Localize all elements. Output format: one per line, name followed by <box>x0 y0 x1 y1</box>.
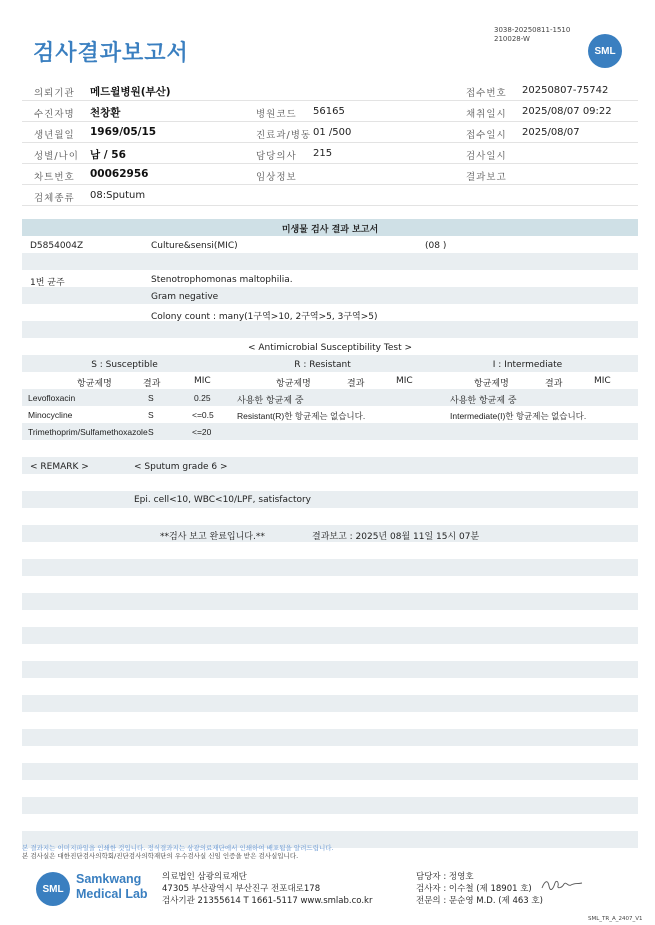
name-label: 수진자명 <box>34 109 75 120</box>
hospital-value: 메드윌병원(부산) <box>90 86 171 98</box>
dept-label: 진료과/병동 <box>256 130 312 141</box>
page-title: 검사결과보고서 <box>33 41 189 66</box>
staff-specialist: 전문의 : 문순영 M.D. (제 463 호) <box>416 896 543 906</box>
col-drug-s: 항균제명 <box>77 379 112 389</box>
organism-name: Stenotrophomonas maltophilia. <box>151 275 293 285</box>
info-row-5 <box>22 164 638 185</box>
info-row-1 <box>22 80 638 101</box>
staff-examiner: 검사자 : 이수철 (제 18901 호) <box>416 884 532 894</box>
specimen-value: 08:Sputum <box>90 190 146 201</box>
ast-title: < Antimicrobial Susceptibility Test > <box>248 343 412 353</box>
band <box>22 763 638 780</box>
test-code-secondary: (08 ) <box>425 241 447 251</box>
remark-detail: Epi. cell<10, WBC<10/LPF, satisfactory <box>134 495 312 505</box>
brand-line-1: Samkwang <box>76 872 142 886</box>
intermediate-note-1: 사용한 항균제 중 <box>450 396 517 406</box>
receipt-no-label: 접수번호 <box>466 88 507 99</box>
report-complete-message: **검사 보고 완료입니다.** <box>160 532 265 542</box>
col-result-s: 결과 <box>143 379 161 389</box>
drug-mic: 0.25 <box>194 393 211 403</box>
info-row-6 <box>22 185 638 206</box>
hospital-code-value: 56165 <box>313 106 345 117</box>
section-title: 미생물 검사 결과 보고서 <box>281 225 379 235</box>
test-code: D5854004Z <box>30 241 84 251</box>
band <box>22 627 638 644</box>
document-id <box>494 26 570 44</box>
footer-sml-logo: SML <box>36 872 70 906</box>
band <box>22 559 638 576</box>
drug-result: S <box>148 410 154 420</box>
report-label: 결과보고 <box>466 172 507 183</box>
info-row-2 <box>22 101 638 122</box>
col-drug-i: 항균제명 <box>474 379 509 389</box>
chart-label: 차트번호 <box>34 172 75 183</box>
specimen-label: 검체종류 <box>34 193 75 204</box>
test-name: Culture&sensi(MIC) <box>151 241 238 251</box>
sml-logo: SML <box>588 34 622 68</box>
col-mic-i: MIC <box>594 376 611 386</box>
sex-age-label: 성별/나이 <box>34 151 79 162</box>
band <box>22 797 638 814</box>
drug-result: S <box>148 393 154 403</box>
band <box>22 253 638 270</box>
drug-name: Levofloxacin <box>28 393 76 403</box>
receipt-no-value: 20250807-75742 <box>522 85 609 96</box>
intermediate-note-2: Intermediate(I)한 항균제는 없습니다. <box>450 411 587 421</box>
collect-label: 채취일시 <box>466 109 507 120</box>
category-resistant: R : Resistant <box>294 360 351 370</box>
drug-mic: <=20 <box>192 427 212 437</box>
col-mic-s: MIC <box>194 376 211 386</box>
band <box>22 389 638 406</box>
drug-result: S <box>148 427 154 437</box>
col-result-r: 결과 <box>347 379 365 389</box>
dob-value: 1969/05/15 <box>90 126 157 138</box>
col-mic-r: MIC <box>396 376 413 386</box>
bacteria-label: 1번 균주 <box>30 278 65 288</box>
signature-icon <box>540 878 584 892</box>
footer-brand <box>76 872 148 902</box>
band <box>22 695 638 712</box>
band <box>22 491 638 508</box>
info-row-3 <box>22 122 638 143</box>
collect-value: 2025/08/07 09:22 <box>522 106 612 117</box>
dept-value: 01 /500 <box>313 127 352 138</box>
resistant-note-2: Resistant(R)한 항균제는 없습니다. <box>237 411 366 421</box>
result-report-time: 결과보고 : 2025년 08월 11일 15시 07분 <box>312 532 480 542</box>
receipt-date-label: 접수일시 <box>466 130 507 141</box>
band <box>22 287 638 304</box>
sex-age-value: 남 / 56 <box>90 149 126 161</box>
drug-name: Minocycline <box>28 410 73 420</box>
receipt-date-value: 2025/08/07 <box>522 127 580 138</box>
footer-notice-image: 본 결과지는 이미지파일을 인쇄한 것입니다. 정식결과지는 삼광의료재단에서 인쇄하여 배포됨을 알려드립니다. <box>22 844 334 852</box>
name-value: 천창환 <box>90 107 121 119</box>
form-code: SML_TR_A_2407_V1 <box>588 916 643 922</box>
footer-notice-accreditation: 본 검사실은 대한진단검사의학회/진단검사의학재단의 우수검사실 신임 인증을 받은 검사실입니다. <box>22 852 299 860</box>
band <box>22 321 638 338</box>
category-susceptible: S : Susceptible <box>91 360 158 370</box>
remark-grade: < Sputum grade 6 > <box>134 462 228 472</box>
staff-manager: 담당자 : 정영호 <box>416 872 474 882</box>
band <box>22 729 638 746</box>
colony-count: Colony count : many(1구역>10, 2구역>5, 3구역>5) <box>151 312 378 322</box>
resistant-note-1: 사용한 항균제 중 <box>237 396 304 406</box>
hospital-code-label: 병원코드 <box>256 109 297 120</box>
col-drug-r: 항균제명 <box>276 379 311 389</box>
org-name: 의료법인 삼광의료재단 <box>162 872 247 882</box>
doctor-value: 215 <box>313 148 333 159</box>
hospital-label: 의뢰기관 <box>34 88 75 99</box>
doctor-label: 담당의사 <box>256 151 297 162</box>
org-contact: 검사기관 21355614 T 1661-5117 www.smlab.co.kr <box>162 896 373 906</box>
remark-label: < REMARK > <box>30 462 89 472</box>
col-result-i: 결과 <box>545 379 563 389</box>
band <box>22 457 638 474</box>
drug-name: Trimethoprim/Sulfamethoxazole <box>28 427 148 437</box>
chart-value: 00062956 <box>90 168 149 180</box>
test-date-label: 검사일시 <box>466 151 507 162</box>
band <box>22 593 638 610</box>
gram-stain: Gram negative <box>151 292 219 302</box>
document-id-line-1: 3038-20250811-1510 <box>494 26 571 34</box>
drug-mic: <=0.5 <box>192 410 214 420</box>
org-address: 47305 부산광역시 부산진구 전포대로178 <box>162 884 321 894</box>
band <box>22 661 638 678</box>
dob-label: 생년월일 <box>34 130 75 141</box>
clinical-label: 임상정보 <box>256 172 297 183</box>
info-row-4 <box>22 143 638 164</box>
document-id-line-2: 210028-W <box>494 35 530 43</box>
brand-line-2: Medical Lab <box>76 887 148 901</box>
category-intermediate: I : Intermediate <box>492 360 563 370</box>
